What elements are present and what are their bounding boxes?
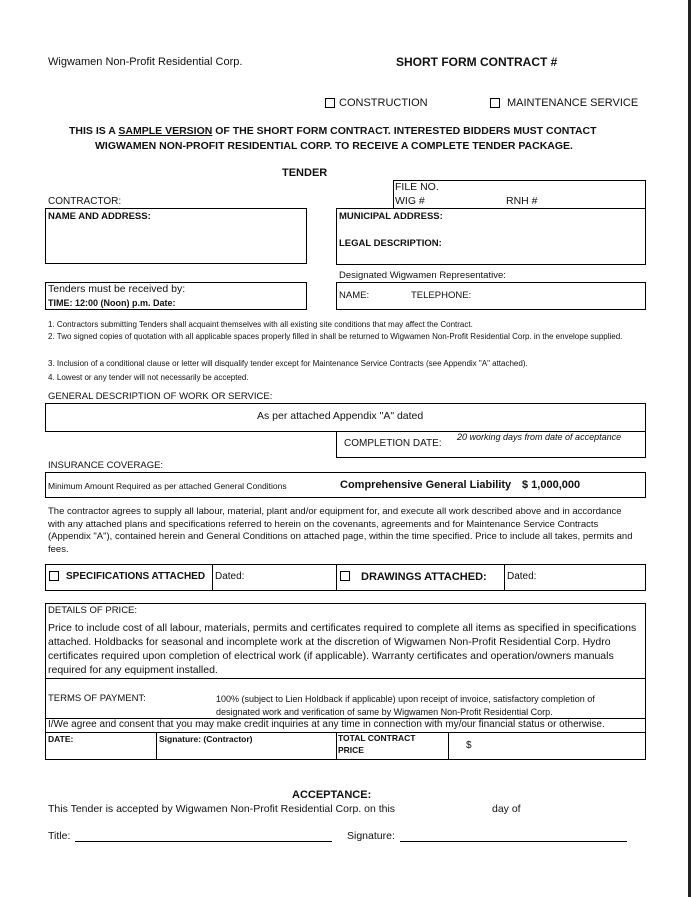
contract-title: SHORT FORM CONTRACT # (396, 55, 558, 69)
payment-line-1: 100% (subject to Lien Holdback if applicable) upon receipt of invoice, satisfactory completion of (216, 694, 595, 704)
price-label: DETAILS OF PRICE: (48, 605, 138, 616)
specifications-label: SPECIFICATIONS ATTACHED (66, 571, 206, 582)
title-line[interactable] (75, 841, 332, 842)
designated-rep-label: Designated Wigwamen Representative: (339, 270, 506, 281)
municipal-address-label: MUNICIPAL ADDRESS: (339, 211, 443, 222)
note-3: 3. Inclusion of a conditional clause or letter will disqualify tender except for Maintenance Service Contracts (see Appendix "A" attached). (48, 359, 528, 368)
insurance-label: INSURANCE COVERAGE: (48, 460, 164, 471)
name-address-label: NAME AND ADDRESS: (48, 211, 151, 222)
contractor-label: CONTRACTOR: (48, 196, 122, 207)
total-contract-label-2: PRICE (338, 745, 364, 755)
acceptance-title-label: Title: (48, 830, 71, 842)
rep-box[interactable] (336, 282, 646, 310)
drawings-label: DRAWINGS ATTACHED: (361, 571, 487, 583)
total-contract-label-1: TOTAL CONTRACT (338, 733, 416, 743)
rnh-label: RNH # (506, 195, 538, 207)
spec-dated-label: Dated: (215, 571, 245, 582)
payment-line-2: designated work and verification of same by Wigwamen Non-Profit Residential Corp. (216, 707, 553, 717)
insurance-minimum: Minimum Amount Required as per attached General Conditions (48, 481, 287, 491)
tender-title: TENDER (282, 167, 328, 179)
acceptance-text: This Tender is accepted by Wigwamen Non-Profit Residential Corp. on this (48, 803, 396, 815)
specifications-checkbox[interactable] (49, 571, 59, 581)
maintenance-checkbox[interactable] (490, 98, 500, 108)
maintenance-label: MAINTENANCE SERVICE (507, 97, 639, 109)
agreement-text: The contractor agrees to supply all labour, material, plant and/or equipment for, and execute all work described above and in accordance with any attached plans and specifications referred to herein on the covenants, agreements and for Maintenance Service Contracts (Appendix "A"), contained herein and General Conditions on attached page, within the time specified. Price to include all takes, permits and fees. (48, 506, 633, 555)
construction-label: CONSTRUCTION (339, 97, 428, 109)
signature-line[interactable] (400, 841, 627, 842)
date-label: DATE: (48, 734, 74, 744)
acceptance-signature-label: Signature: (347, 830, 395, 842)
legal-description-label: LEGAL DESCRIPTION: (339, 238, 442, 249)
completion-date-value: 20 working days from date of acceptance (457, 432, 622, 442)
contractor-signature-label: Signature: (Contractor) (159, 734, 253, 744)
time-label: TIME: 12:00 (Noon) p.m. Date: (48, 298, 176, 308)
wig-label: WIG # (395, 195, 425, 207)
acceptance-title: ACCEPTANCE: (292, 789, 372, 801)
note-1: 1. Contractors submitting Tenders shall acquaint themselves with all existing site conditions that may affect the Contract. (48, 320, 473, 329)
payment-label: TERMS OF PAYMENT: (48, 693, 146, 704)
notice-line-2: WIGWAMEN NON-PROFIT RESIDENTIAL CORP. TO RECEIVE A COMPLETE TENDER PACKAGE. (95, 140, 573, 152)
consent-text: I/We agree and consent that you may make credit inquiries at any time in connection with my/our financial status or otherwise. (48, 719, 605, 730)
rep-name-label: NAME: (339, 290, 370, 301)
insurance-amount: $ 1,000,000 (522, 479, 581, 491)
rep-telephone-label: TELEPHONE: (411, 290, 472, 301)
notice-line-1: THIS IS A SAMPLE VERSION OF THE SHORT FORM CONTRACT. INTERESTED BIDDERS MUST CONTACT (69, 125, 597, 137)
completion-date-label: COMPLETION DATE: (344, 438, 442, 449)
received-by-label: Tenders must be received by: (48, 283, 186, 295)
appendix-text: As per attached Appendix "A" dated (257, 410, 424, 422)
draw-dated-label: Dated: (507, 571, 537, 582)
total-dollar: $ (466, 740, 472, 751)
drawings-checkbox[interactable] (340, 571, 350, 581)
org-name: Wigwamen Non-Profit Residential Corp. (48, 56, 243, 68)
general-description-label: GENERAL DESCRIPTION OF WORK OR SERVICE: (48, 391, 273, 402)
file-no-label: FILE NO. (395, 181, 439, 193)
note-4: 4. Lowest or any tender will not necessarily be accepted. (48, 373, 249, 382)
note-2: 2. Two signed copies of quotation with all applicable spaces properly filled in shall be returned to Wigwamen Non-Profit Residential Corp. in the envelope supplied. (48, 332, 623, 341)
insurance-liability: Comprehensive General Liability (340, 479, 512, 491)
price-text: Price to include cost of all labour, materials, permits and certificates required to complete all items as specified in specifications attached. Holdbacks for seasonal and incomplete work at the discretion of Wigwamen Non-Profit Residential Corp. Hydro certificates required upon completion of electrical work (if applicable). Warranty certificates and operation/owners manuals required for any equipment installed. (48, 622, 637, 676)
construction-checkbox[interactable] (325, 98, 335, 108)
day-of-label: day of (492, 803, 521, 815)
